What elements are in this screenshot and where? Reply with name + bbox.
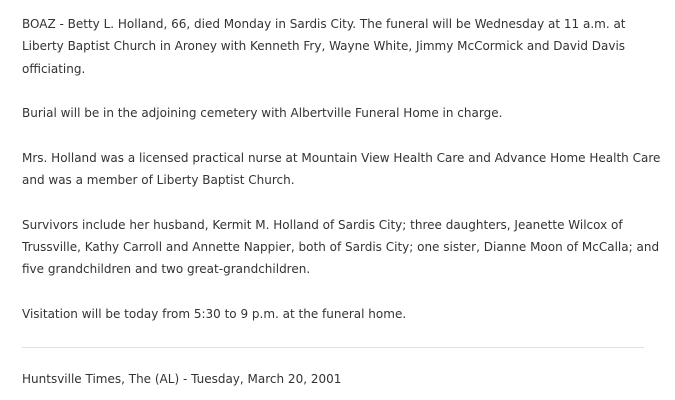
obituary-article (22, 13, 662, 347)
article-paragraph: Burial will be in the adjoining cemetery with Albertville Funeral Home in charge. (22, 106, 503, 121)
article-paragraph: BOAZ - Betty L. Holland, 66, died Monday in Sardis City. The funeral will be Wednesday at 11 a.m. at Liberty Baptist Church in Aroney with Kenneth Fry, Wayne White, Jimmy McCormick and David Davis officiating. (22, 17, 626, 76)
article-paragraph: Visitation will be today from 5:30 to 9 p.m. at the funeral home. (22, 306, 407, 321)
article-paragraph: Mrs. Holland was a licensed practical nurse at Mountain View Health Care and Advance Home Health Care and was a member of Liberty Baptist Church. (22, 150, 661, 188)
source-citation: Huntsville Times, The (AL) - Tuesday, March 20, 2001 (22, 372, 342, 386)
article-paragraph: Survivors include her husband, Kermit M. Holland of Sardis City; three daughters, Jeanette Wilcox of Trussville, Kathy Carroll and Annette Nappier, both of Sardis City; one sister, Dianne Moon of McCalla; and five grandchildren and two great-grandchildren. (22, 217, 660, 277)
divider (22, 347, 644, 348)
